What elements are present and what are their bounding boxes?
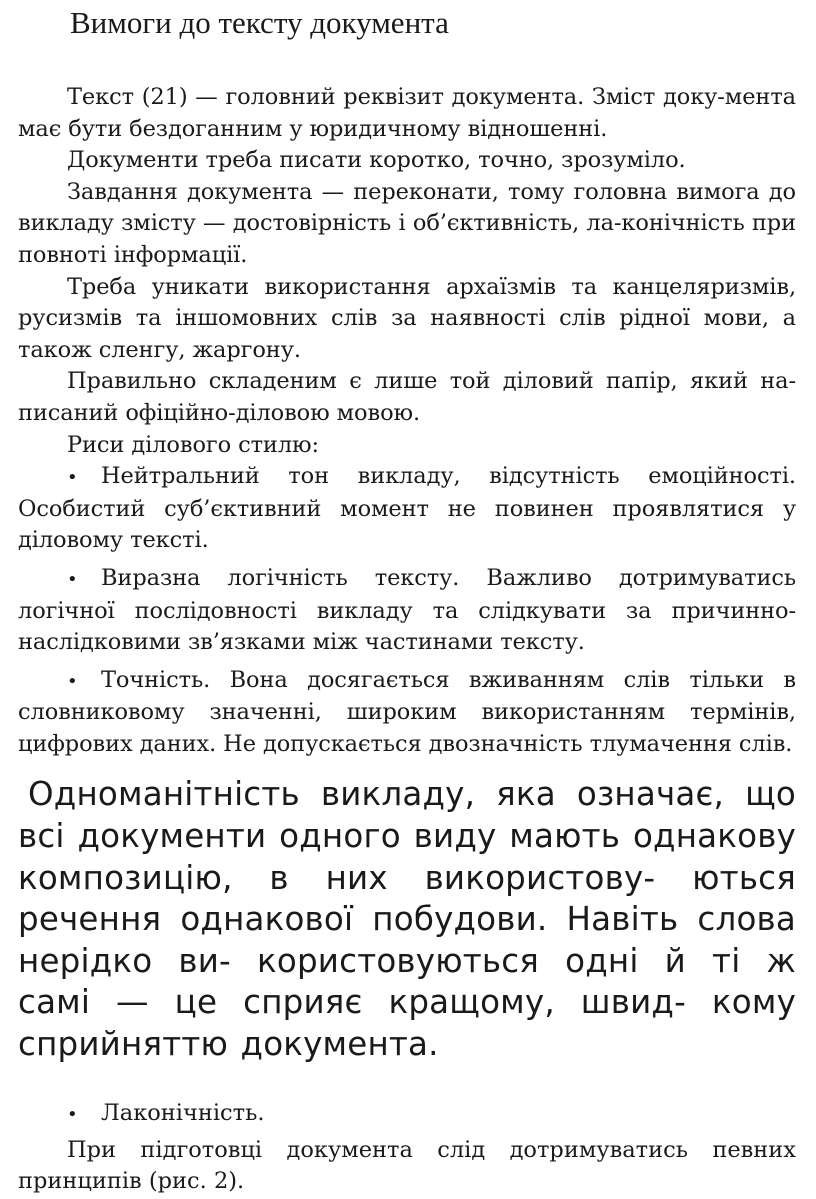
- document-body: [18, 82, 796, 1198]
- bullet-icon: •: [67, 1104, 78, 1126]
- list-item: [18, 1098, 796, 1131]
- list-item: [18, 665, 796, 761]
- bullet-icon: •: [67, 670, 78, 692]
- bullet-icon: •: [67, 467, 78, 489]
- paragraph-principles: При підготовці документа слід дотримуватись певних принципів (рис. 2).: [18, 1136, 796, 1195]
- paragraph-text-main: Текст (21) — головний реквізит документа. Зміст доку-мента має бути бездоганним у юридичному відношенні.: [18, 84, 796, 142]
- paragraph-avoid: Треба уникати використання архаїзмів та канцеляризмів, русизмів та іншомовних слів за наявності слів рідної мови, а також сленгу, жаргону.: [18, 273, 796, 363]
- list-item: [18, 461, 796, 557]
- paragraph-correct: Правильно складеним є лише той діловий папір, який на-писаний офіційно-діловою мовою.: [18, 368, 796, 426]
- paragraph-brevity: Документи треба писати коротко, точно, зрозуміло.: [67, 147, 686, 174]
- list-item-text: Лаконічність.: [101, 1100, 265, 1127]
- list-item-text: Виразна логічність тексту. Важливо дотримуватись логічної послідовності викладу та слідкувати за причинно-наслідковими зв’язками між частинами тексту.: [18, 564, 796, 656]
- list-item-text: Нейтральний тон викладу, відсутність емоційності. Особистий суб’єктивний момент не повинен проявлятися у діловому тексті.: [18, 463, 796, 554]
- paragraph-uniformity: Одноманітність викладу, яка означає, що всі документи одного виду мають однакову композицію, в них використову- ються речення однакової побудови. Навіть слова нерідко ви- користовуються одні й ті ж самі — це сприяє кращому, швид- кому сприйняттю документа.: [18, 775, 796, 1064]
- paragraph-task: Завдання документа — переконати, тому головна вимога до викладу змісту — достовірність і об’єктивність, ла-конічність при повноті інформації.: [18, 178, 796, 268]
- document-page: [18, 0, 796, 1198]
- paragraph-features-heading: Риси ділового стилю:: [67, 431, 319, 458]
- page-title: Вимоги до тексту документа: [70, 5, 449, 40]
- bullet-icon: •: [67, 568, 78, 590]
- list-item-text: Точність. Вона досягається вживанням слів тільки в словниковому значенні, широким використанням термінів, цифрових даних. Не допускається двозначність тлумачення слів.: [18, 666, 796, 757]
- list-item: [18, 563, 796, 659]
